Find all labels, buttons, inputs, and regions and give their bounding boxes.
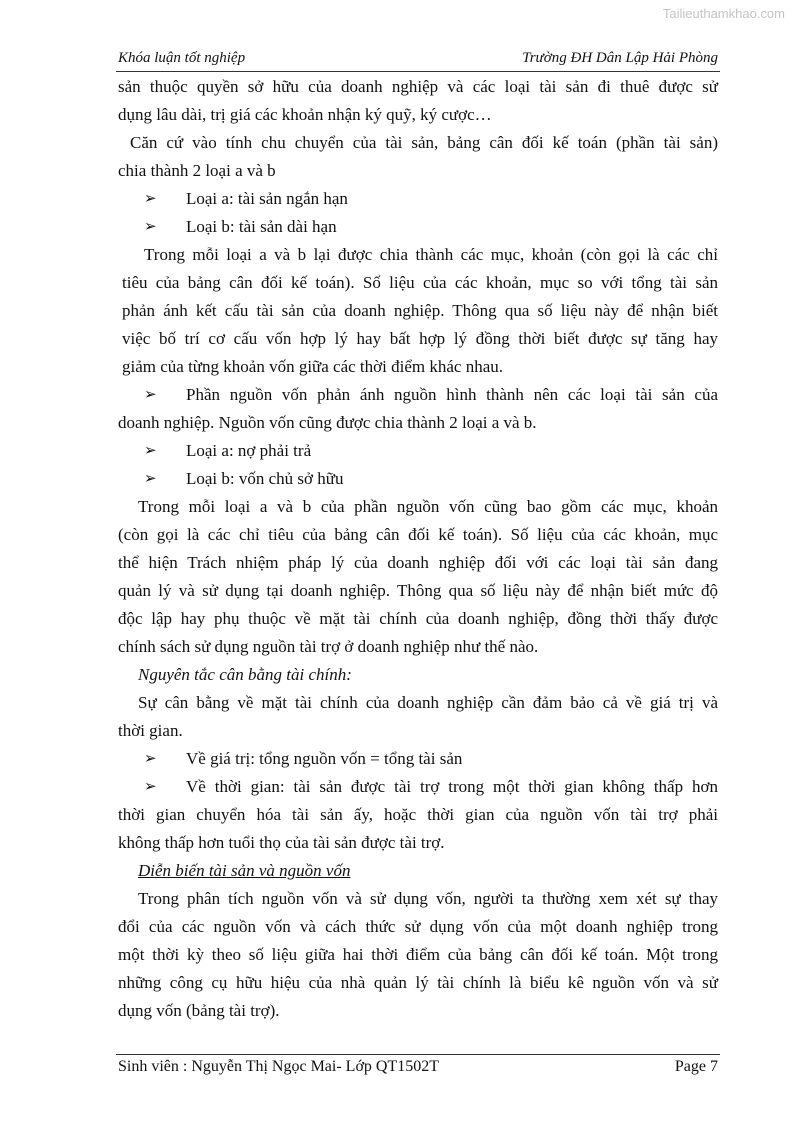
- bullet-text: Loại a: tài sản ngắn hạn: [186, 189, 348, 208]
- text-line: quản lý và sử dụng tại doanh nghiệp. Thông qua số liệu này để nhận biết mức độ: [118, 581, 718, 600]
- text-line: chia thành 2 loại a và b: [118, 161, 276, 180]
- page-footer: [118, 1058, 718, 1078]
- arrow-bullet-icon: ➢: [144, 387, 157, 403]
- bullet-item: [118, 213, 718, 241]
- arrow-bullet-icon: ➢: [144, 191, 157, 207]
- text-line: doanh nghiệp. Nguồn vốn cũng được chia thành 2 loại a và b.: [118, 413, 537, 432]
- section-heading: Diễn biến tài sản và nguồn vốn: [138, 861, 351, 880]
- text-line: phản ánh kết cấu tài sản của doanh nghiệp. Thông qua số liệu này để nhận biết: [122, 301, 718, 320]
- page-header: [118, 50, 718, 68]
- bullet-item: [118, 381, 718, 409]
- text-line: đổi của các nguồn vốn và cách thức sử dụng vốn của một doanh nghiệp trong: [118, 917, 718, 936]
- bullet-text: Loại b: vốn chủ sở hữu: [186, 469, 344, 488]
- arrow-bullet-icon: ➢: [144, 219, 157, 235]
- bullet-item: [118, 465, 718, 493]
- arrow-bullet-icon: ➢: [144, 443, 157, 459]
- page-number: Page 7: [674, 1058, 718, 1075]
- text-line: thời gian chuyển hóa tài sản ấy, hoặc thời gian của nguồn vốn tài trợ phải: [118, 805, 718, 824]
- text-line: sản thuộc quyền sở hữu của doanh nghiệp và các loại tài sản đi thuê được sử: [118, 77, 718, 96]
- text-line: những công cụ hữu hiệu của nhà quản lý tài chính là biểu kê nguồn vốn và sử: [118, 973, 718, 992]
- text-line: Trong phân tích nguồn vốn và sử dụng vốn, người ta thường xem xét sự thay: [138, 889, 718, 908]
- bullet-text: Loại b: tài sản dài hạn: [186, 217, 337, 236]
- bullet-item: [118, 773, 718, 801]
- text-line: thể hiện Trách nhiệm pháp lý của doanh nghiệp đối với các loại tài sản đang: [118, 553, 718, 572]
- header-rule: [116, 71, 720, 72]
- text-line: Trong mỗi loại a và b lại được chia thành các mục, khoản (còn gọi là các chỉ: [144, 245, 718, 264]
- bullet-item: [118, 185, 718, 213]
- arrow-bullet-icon: ➢: [144, 751, 157, 767]
- text-line: chính sách sử dụng nguồn tài trợ ở doanh nghiệp như thế nào.: [118, 637, 539, 656]
- footer-rule: [116, 1054, 720, 1055]
- text-line: một thời kỳ theo số liệu giữa hai thời điểm của bảng cân đối kế toán. Một trong: [118, 945, 718, 964]
- text-line: (còn gọi là các chỉ tiêu của bảng cân đối kế toán). Số liệu của các khoản, mục: [118, 525, 718, 544]
- text-line: Căn cứ vào tính chu chuyển của tài sản, bảng cân đối kế toán (phần tài sản): [130, 133, 718, 152]
- text-line: độc lập hay phụ thuộc về mặt tài chính của doanh nghiệp, đồng thời thấy được: [118, 609, 718, 628]
- text-line: thời gian.: [118, 721, 183, 740]
- bullet-item: [118, 437, 718, 465]
- bullet-item: [118, 745, 718, 773]
- footer-student-info: Sinh viên : Nguyễn Thị Ngọc Mai- Lớp QT1502T: [118, 1058, 440, 1075]
- bullet-text: Về giá trị: tổng nguồn vốn = tổng tài sản: [186, 749, 463, 768]
- bullet-text: Loại a: nợ phải trả: [186, 441, 312, 460]
- page-body: [118, 73, 718, 1025]
- text-line: Sự cân bằng về mặt tài chính của doanh nghiệp cần đảm bảo cả về giá trị và: [138, 693, 718, 712]
- text-line: không thấp hơn tuổi thọ của tài sản được tài trợ.: [118, 833, 445, 852]
- bullet-text: Phần nguồn vốn phản ánh nguồn hình thành nên các loại tài sản của: [186, 385, 718, 404]
- arrow-bullet-icon: ➢: [144, 471, 157, 487]
- text-line: việc bố trí cơ cấu vốn hợp lý hay bất hợp lý đồng thời biết được sự tăng hay: [122, 329, 718, 348]
- text-line: dụng lâu dài, trị giá các khoản nhận ký quỹ, ký cược…: [118, 105, 492, 124]
- header-thesis-title: Khóa luận tốt nghiệp: [118, 50, 246, 66]
- watermark: Tailieuthamkhao.com: [662, 6, 785, 21]
- arrow-bullet-icon: ➢: [144, 779, 157, 795]
- section-heading: Nguyên tắc cân bằng tài chính:: [138, 665, 352, 684]
- text-line: dụng vốn (bảng tài trợ).: [118, 1001, 280, 1020]
- text-line: giảm của từng khoản vốn giữa các thời điểm khác nhau.: [122, 357, 503, 376]
- text-line: tiêu của bảng cân đối kế toán). Số liệu của các khoản, mục so với tổng tài sản: [122, 273, 718, 292]
- header-university: Trường ĐH Dân Lập Hải Phòng: [522, 50, 718, 66]
- bullet-text: Về thời gian: tài sản được tài trợ trong một thời gian không thấp hơn: [186, 777, 718, 796]
- text-line: Trong mỗi loại a và b của phần nguồn vốn cũng bao gồm các mục, khoản: [138, 497, 718, 516]
